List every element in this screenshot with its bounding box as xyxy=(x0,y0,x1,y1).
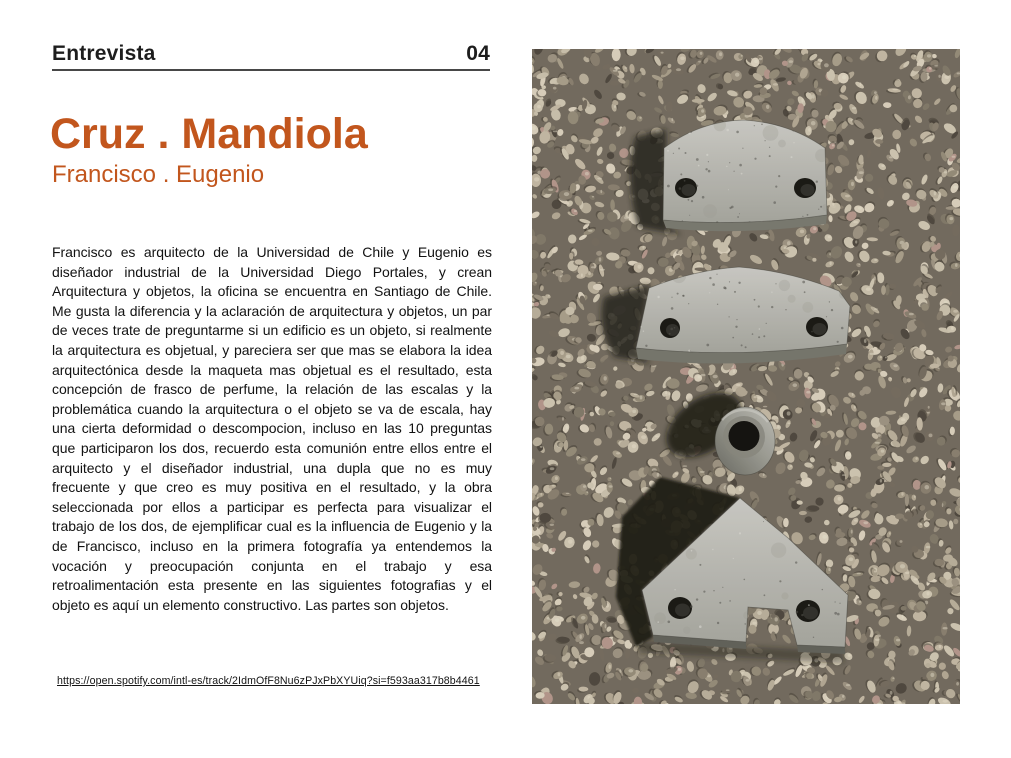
body-line: Me gusta la diferencia y la aclaración de arquitectura y objetos, un par xyxy=(52,302,492,319)
body-line: vocación y preocupación conjunta en el trabajo y esa xyxy=(52,557,492,574)
body-line: retroalimentación esta presente en las siguientes fotografias y el xyxy=(52,577,492,594)
body-line: trabajo de los dos, de ejemplificar cual es la influencia de Eugenio y la xyxy=(52,518,492,535)
body-line: una cierta deformidad o descompocion, incluso en las 10 preguntas xyxy=(52,420,492,437)
body-line: la arquitectura es objetual, y pareciera ser que mas se elabora la idea xyxy=(52,341,492,358)
body-line: problemática cuando la arquitectura o el objeto se va de escala, hay xyxy=(52,400,492,417)
photo-concrete-parts xyxy=(532,49,960,704)
header-divider xyxy=(52,69,490,71)
page-number: 04 xyxy=(466,42,490,65)
body-line: Francisco es arquitecto de la Universidad de Chile y Eugenio es xyxy=(52,244,492,260)
body-line: arquitectónica desde la maqueta mas objetual es el resultado, esta xyxy=(52,361,492,378)
body-line: de Francisco, incluso en la primera fotografía ya entendemos la xyxy=(52,537,492,554)
body-line: frecuente y que creo es muy positiva en el resultado, y la obra xyxy=(52,479,492,496)
body-line: arquitecto y el diseñador industrial, una dupla que no es muy xyxy=(52,459,492,476)
body-line: de veces trate de preguntarme si un edificio es un objeto, si realmente xyxy=(52,322,492,339)
spotify-link[interactable]: https://open.spotify.com/intl-es/track/2IdmOfF8Nu6zPJxPbXYUiq?si=f593aa317b8b4461 xyxy=(57,675,480,687)
body-line: Arquitectura y objetos, la oficina se encuentra en Santiago de Chile. xyxy=(52,283,492,300)
body-paragraph xyxy=(52,243,492,615)
body-line: concepción de frasco de perfume, la relación de las escalas y la xyxy=(52,381,492,398)
body-line: diseñador industrial de la Universidad Diego Portales, y crean xyxy=(52,263,492,280)
header xyxy=(52,42,490,66)
body-line: que participaron los dos, recuerdo esta comunión entre ellos entre el xyxy=(52,439,492,456)
article-title: Cruz . Mandiola xyxy=(50,110,368,158)
body-line: objeto es aquí un elemento constructivo. Las partes son objetos. xyxy=(52,596,449,613)
gravel-photo-svg xyxy=(532,49,960,704)
section-title: Entrevista xyxy=(52,42,156,65)
body-line: seleccionada por ellos a participar es perfecta para visualizar el xyxy=(52,498,492,515)
article-subtitle: Francisco . Eugenio xyxy=(52,161,265,188)
